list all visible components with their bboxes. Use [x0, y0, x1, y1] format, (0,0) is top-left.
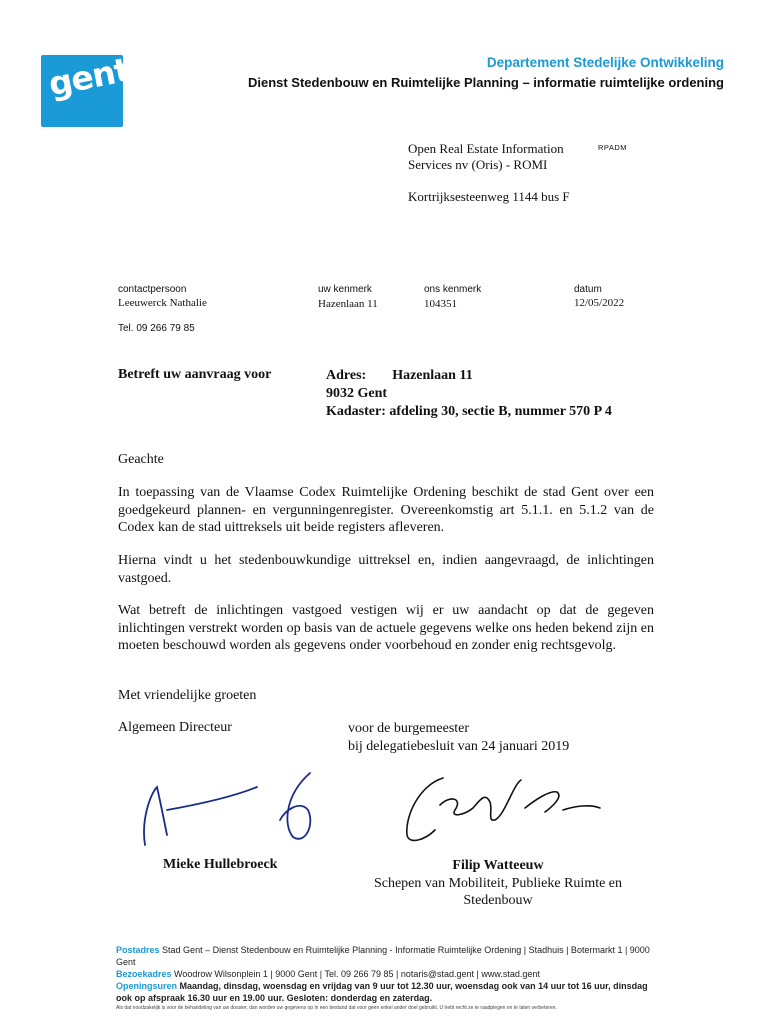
footer-privacy: Als dat noodzakelijk is voor de behandeling van uw dossier, dan worden uw gegevens op in een bestand dat voor geen enkel ander doel gebruikt. U hebt recht ze te raadplegen en te laten verbeteren.	[116, 1005, 557, 1011]
date-value: 12/05/2022	[574, 297, 625, 309]
right-title-line2: bij delegatiebesluit van 24 januari 2019	[348, 738, 570, 754]
right-signatory-title	[348, 720, 569, 755]
subject-label: Betreft uw aanvraag voor	[118, 367, 272, 382]
paragraph-1: In toepassing van de Vlaamse Codex Ruimtelijke Ordening beschikt de stad Gent over een goedgekeurd plannen- en vergunningenregister. Overeenkomstig art 5.1.1. en 5.1.2 van de Codex kan de stad uittreksels uit beide registers afleveren.	[118, 485, 654, 535]
paragraph-2: Hierna vindt u het stedenbouwkundige uittreksel en, indien aangevraagd, de inlichtingen vastgoed.	[118, 553, 654, 586]
address-value: Hazenlaan 11	[392, 368, 473, 383]
right-role-line2: Stedenbouw	[463, 893, 533, 908]
recipient-line1: Open Real Estate Information	[408, 141, 564, 156]
your-ref-value: Hazenlaan 11	[318, 298, 378, 310]
closing: Met vriendelijke groeten	[118, 688, 257, 703]
contact-label: contactpersoon	[118, 284, 187, 295]
recipient-address	[408, 141, 564, 173]
salutation: Geachte	[118, 452, 164, 467]
logo-text: gent:	[45, 47, 145, 104]
signature-left-icon	[135, 765, 325, 860]
footer-post	[116, 944, 656, 968]
recipient-code: RPADM	[598, 143, 628, 152]
left-signatory-name: Mieke Hullebroeck	[163, 857, 278, 872]
your-ref-label: uw kenmerk	[318, 284, 372, 295]
paragraph-3: Wat betreft de inlichtingen vastgoed vestigen wij er uw aandacht op dat de gegeven inlichtingen verstrekt worden op basis van de actuele gegevens welke ons heden bekend zijn en moeten beschouwd worden als gegevens onder voorbehoud en zonder enig rechtsgevolg.	[118, 603, 654, 653]
signature-right-icon	[395, 770, 610, 850]
right-signatory-name: Filip Watteeuw	[452, 858, 544, 873]
recipient-street: Kortrijksesteenweg 1144 bus F	[408, 189, 570, 204]
cadastre: Kadaster: afdeling 30, sectie B, nummer 570 P 4	[326, 404, 612, 419]
visit-label: Bezoekadres	[116, 969, 172, 979]
date-label: datum	[574, 284, 602, 295]
gent-logo	[41, 47, 145, 127]
visit-value: Woodrow Wilsonplein 1 | 9000 Gent | Tel. 09 266 79 85 | notaris@stad.gent | www.stad.gent	[174, 969, 540, 979]
address-city: 9032 Gent	[326, 386, 388, 401]
post-label: Postadres	[116, 945, 160, 955]
right-role-line1: Schepen van Mobiliteit, Publieke Ruimte en	[373, 875, 623, 891]
phone: Tel. 09 266 79 85	[118, 323, 195, 334]
left-signatory-title: Algemeen Directeur	[118, 720, 232, 735]
footer-hours	[116, 980, 656, 1004]
footer-visit	[116, 968, 656, 980]
post-value: Stad Gent – Dienst Stedenbouw en Ruimtelijke Planning - Informatie Ruimtelijke Ordening | Stadhuis | Botermarkt 1 | 9000 Gent	[116, 945, 650, 967]
hours-value: Maandag, dinsdag, woensdag en vrijdag van 9 uur tot 12.30 uur, woensdag ook van 14 uur tot 16 uur, dinsdag ook op afspraak 16.30 uur en 19.00 uur. Gesloten: donderdag en zaterdag.	[116, 981, 648, 1003]
subject-address	[326, 367, 612, 421]
right-title-line1: voor de burgemeester	[348, 721, 470, 736]
recipient-line2: Services nv (Oris) - ROMI	[408, 157, 548, 172]
our-ref-label: ons kenmerk	[424, 284, 482, 295]
our-ref-value: 104351	[424, 298, 457, 310]
right-signatory-block	[348, 857, 648, 910]
contact-value: Leeuwerck Nathalie	[118, 297, 207, 309]
department-title: Departement Stedelijke Ontwikkeling	[486, 55, 724, 70]
service-title: Dienst Stedenbouw en Ruimtelijke Planning – informatie ruimtelijke ordening	[247, 75, 724, 90]
hours-label: Openingsuren	[116, 981, 178, 991]
address-label: Adres:	[326, 368, 367, 383]
